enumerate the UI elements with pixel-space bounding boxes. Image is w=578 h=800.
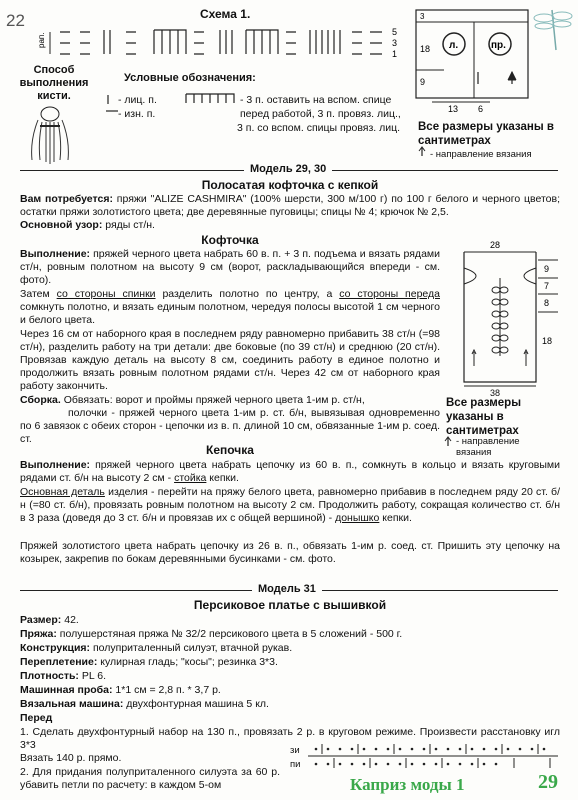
- dragonfly-icon: [530, 4, 574, 54]
- dim-label: 9: [420, 77, 426, 87]
- needle-row-label: зи: [290, 745, 300, 756]
- row-label: 5: [392, 27, 398, 37]
- spec-label: Машинная проба:: [20, 684, 113, 696]
- cap-paragraph-3: Пряжей золотистого цвета набрать цепочку из 26 в. п., обвязать 1-им р. соед. ст. Пришить эту цепочку на козырек, закрепив по бокам деревянными бусинками - см. фото.: [20, 540, 560, 565]
- pattern-label: Основной узор:: [20, 219, 103, 231]
- text-span: сомкнуть полотно, и вязать единым полотном, чередуя полосы высотой 1 см черного и белого цвета.: [20, 301, 440, 326]
- yarn-line: [20, 628, 560, 641]
- subsection-title: Кепочка: [206, 443, 254, 457]
- dim-label: 18: [420, 44, 431, 54]
- materials-label: Вам потребуется:: [20, 193, 113, 205]
- materials-text: пряжи "ALIZE CASHMIRA" (100% шерсти, 300 м/100 г) по 100 г белого и черного цветов; остатки пряжи золотистого цвета; две деревянные пуговицы; спицы № 4; крючок № 2,5.: [20, 193, 560, 218]
- weave-line: [20, 656, 560, 669]
- dim-label: 38: [490, 388, 501, 398]
- size-line: [20, 614, 560, 627]
- text-span: кепки.: [206, 472, 239, 484]
- assembly-text-1: Обвязать: ворот и проймы пряжей черного цвета 1-им р. ст/н,: [60, 394, 365, 406]
- text-span: разделить полотно по центру, а: [155, 288, 340, 300]
- materials-paragraph: [20, 193, 560, 219]
- front-heading: Перед: [20, 712, 53, 724]
- spec-value: двухфонтурная машина 5 кл.: [123, 698, 269, 710]
- direction-note-middle: - направление вязания: [456, 436, 520, 458]
- dim-label: 28: [490, 240, 501, 250]
- text-span: изделия - перейти на пряжу белого цвета, равномерно прибавив в последнем ряду 20 ст. б/н (=80 ст. б/н), провязать ровным полотном на высоту 2 см. Продолжить работу, сокращая количество ст. б/н в 3 раза (доведя до 3 ст. б/н и провязав их с общей вершиной) -: [20, 486, 560, 524]
- cap-execution-label: Выполнение:: [20, 459, 91, 471]
- front-paragraph-2: 2. Для придания полуприталенного силуэта за 60 р. убавить петли по расчету: в каждом 5-ом: [20, 766, 280, 791]
- dim-label: 7: [544, 281, 550, 291]
- execution-paragraph: [20, 248, 440, 287]
- needle-arrangement-diagram: [308, 742, 558, 772]
- front-paragraph-1: 1. Сделать двухфонтурный набор на 130 п., провязать 2 р. в круговом режиме. Произвести расстановку игл 3*3: [20, 726, 560, 751]
- magazine-title: Каприз моды 1: [350, 775, 465, 794]
- rap-label: рап.: [37, 32, 46, 48]
- blouse-schema: [452, 238, 562, 388]
- text-underlined: со стороны переда: [339, 288, 440, 300]
- spec-label: Пряжа:: [20, 628, 57, 640]
- cable-line-1: - 3 п. оставить на вспом. спице: [240, 94, 392, 106]
- scheme-1-chart: [30, 20, 410, 60]
- model-header: Модель 29, 30: [244, 163, 332, 176]
- text-underlined: Основная деталь: [20, 486, 105, 498]
- text-span: пряжей черного цвета набрать цепочку из 60 в. п., сомкнуть в кольцо и вязать круговыми рядами ст. б/н на высоту 2 см -: [20, 459, 560, 484]
- front-paragraph-1b: Вязать 140 р. прямо.: [20, 752, 122, 764]
- construction-line: [20, 642, 560, 655]
- pattern-text: ряды ст/н.: [102, 219, 155, 231]
- page-number-right: 29: [538, 771, 558, 793]
- spec-label: Переплетение:: [20, 656, 98, 668]
- paragraph-2: [20, 288, 440, 327]
- paragraph-3: Через 16 см от наборного края в последнем ряду равномерно прибавить 38 ст/н (=98 ст/н), разделить работу на три детали: две боковые (по 39 ст/н) и среднюю (20 ст/н). Провязав каждую деталь на высоту 8 см, соединить работу в единое полотно и продолжить вязать ровным полотном рядами ст/н. Через 42 см от наборного края работу закончить.: [20, 328, 440, 392]
- spec-label: Размер:: [20, 614, 62, 626]
- execution-text: пряжей черного цвета набрать 60 в. п. + 3 п. подъема и вязать рядами ст/н, ровным полотном на высоту 9 см (ворот, раскладывающийся впереди - см. фото).: [20, 248, 440, 286]
- model-title: Полосатая кофточка с кепкой: [201, 178, 379, 192]
- assembly-text-2: полочки - пряжей черного цвета 1-им р. ст. б/н, вывязывая одновременно по 6 завязок с обеих сторон - цепочки из в. п. длиной 10 см, обвязанные 1-им р. соед. ст.: [20, 407, 440, 445]
- sizes-note-middle: Все размеры указаны в сантиметрах: [446, 397, 522, 437]
- model-header: Модель 31: [252, 583, 322, 596]
- dim-label: 3: [420, 12, 425, 21]
- assembly-paragraph: [20, 394, 440, 446]
- spec-value: кулирная гладь; "косы"; резинка 3*3.: [97, 656, 278, 668]
- spec-label: Конструкция:: [20, 642, 91, 654]
- spec-value: 42.: [61, 614, 79, 626]
- scheme-title: Схема 1.: [200, 7, 251, 21]
- page-number-left: 22: [6, 11, 25, 30]
- tassel-illustration: [28, 104, 78, 166]
- cable-line-3: 3 п. со вспом. спицы провяз. лиц.: [237, 122, 401, 134]
- garment-pattern-top: [412, 8, 532, 118]
- spec-label: Плотность:: [20, 670, 79, 682]
- spec-value: полушерстяная пряжа № 32/2 персикового цвета в 5 сложений - 500 г.: [56, 628, 403, 640]
- dim-label: 6: [478, 104, 484, 114]
- needle-row-label: пи: [290, 759, 301, 770]
- purl-label: - изн. п.: [118, 108, 156, 120]
- cap-paragraph-2: [20, 486, 560, 525]
- subsection-title: Кофточка: [201, 233, 259, 247]
- front-label: пр.: [491, 40, 506, 51]
- knit-label: - лиц. п.: [118, 94, 157, 106]
- text-underlined: стойка: [174, 472, 207, 484]
- row-label: 1: [392, 49, 398, 59]
- tassel-method-title: Способ выполнения кисти.: [19, 64, 89, 102]
- cap-execution-paragraph: [20, 459, 560, 485]
- spec-value: полуприталенный силуэт, втачной рукав.: [90, 642, 293, 654]
- text-underlined: донышко: [335, 512, 380, 524]
- cable-symbol: [184, 92, 240, 104]
- text-span: Затем: [20, 288, 57, 300]
- sizes-note-top: Все размеры указаны в сантиметрах: [418, 121, 554, 147]
- row-label: 3: [392, 38, 398, 48]
- dim-label: 18: [542, 336, 553, 346]
- spec-value: PL 6.: [78, 670, 106, 682]
- text-underlined: со стороны спинки: [56, 288, 156, 300]
- assembly-label: Сборка.: [20, 394, 61, 406]
- dim-label: 9: [544, 264, 550, 274]
- pattern-paragraph: [20, 219, 560, 232]
- direction-note-top: - направление вязания: [430, 149, 532, 160]
- spec-label: Вязальная машина:: [20, 698, 124, 710]
- cable-line-2: перед работой, 3 п. провяз. лиц.,: [240, 108, 401, 120]
- dim-label: 13: [448, 104, 459, 114]
- execution-label: Выполнение:: [20, 248, 91, 260]
- spec-value: 1*1 см = 2,8 п. * 3,7 р.: [112, 684, 221, 696]
- machine-line: [20, 698, 560, 711]
- sample-line: [20, 684, 560, 697]
- text-span: кепки.: [379, 512, 412, 524]
- dim-label: 8: [544, 298, 550, 308]
- conventions-title: Условные обозначения:: [124, 72, 256, 84]
- model-title: Персиковое платье с вышивкой: [193, 598, 387, 612]
- density-line: [20, 670, 560, 683]
- back-label: л.: [449, 40, 459, 51]
